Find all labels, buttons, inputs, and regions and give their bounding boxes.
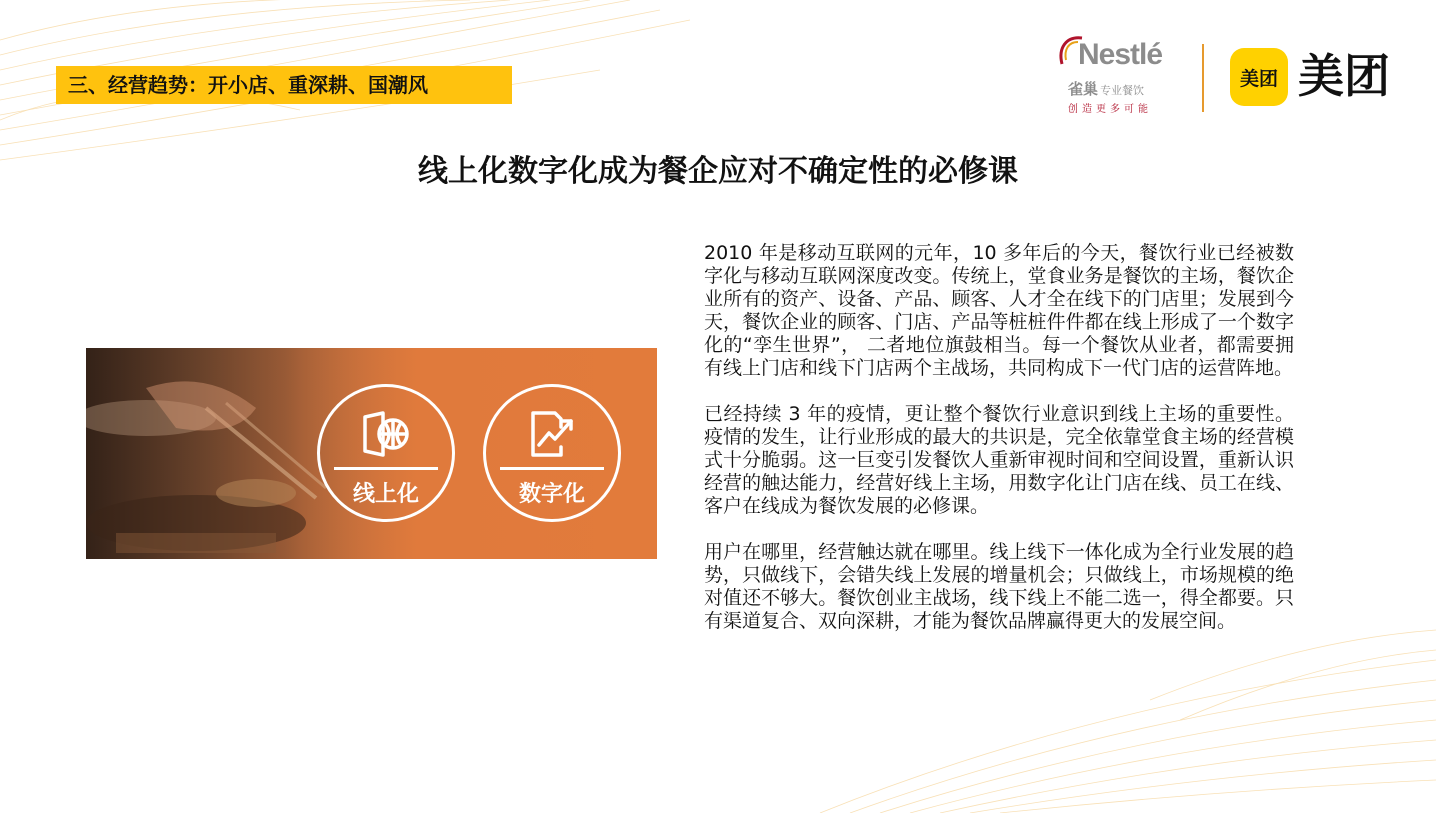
paragraph-1: 2010 年是移动互联网的元年，10 多年后的今天，餐饮行业已经被数字化与移动互联网深度改变。传统上，堂食业务是餐饮的主场，餐饮企业所有的资产、设备、产品、顾客、人才全在线下的门店里；发展到今天，餐饮企业的顾客、门店、产品等桩桩件件都在线上形成了一个数字化的“孪生世界”， 二者地位旗鼓相当。每一个餐饮从业者，都需要拥有线上门店和线下门店两个主战场，共同构成下一代门店的运营阵地。 [704, 242, 1294, 379]
paragraph-3: 用户在哪里，经营触达就在哪里。线上线下一体化成为全行业发展的趋势，只做线下，会错失线上发展的增量机会；只做线上，市场规模的绝对值还不够大。餐饮创业主战场，线下线上不能二选一，得全都要。只有渠道复合、双向深耕，才能为餐饮品牌赢得更大的发展空间。 [704, 541, 1294, 632]
digital-badge-label: 数字化 [518, 482, 585, 507]
online-badge [317, 384, 455, 522]
nestle-cn-sub: 专业餐饮 [1100, 84, 1145, 97]
logo-divider [1202, 44, 1204, 112]
banner-image [86, 348, 657, 559]
nestle-logo [1054, 34, 1176, 114]
globe-book-icon [359, 407, 413, 461]
meituan-badge-logo: 美团 [1230, 48, 1288, 106]
digital-badge-divider [500, 467, 604, 470]
paragraph-2: 已经持续 3 年的疫情，更让整个餐饮行业意识到线上主场的重要性。疫情的发生，让行业形成的最大的共识是，完全依靠堂食主场的经营模式十分脆弱。这一巨变引发餐饮人重新审视时间和空间设置，重新认识经营的触达能力，经营好线上主场，用数字化让门店在线、员工在线、客户在线成为餐饮发展的必修课。 [704, 403, 1294, 517]
chart-trend-icon [525, 407, 581, 461]
nestle-wordmark: Nestlé [1078, 38, 1163, 71]
online-badge-divider [334, 467, 438, 470]
article-body [704, 242, 1294, 656]
nestle-cn-name [1068, 78, 1144, 99]
nestle-slogan: 创造更多可能 [1068, 104, 1152, 115]
meituan-wordmark: 美团 [1298, 49, 1390, 103]
page-title: 线上化数字化成为餐企应对不确定性的必修课 [418, 154, 1018, 189]
online-badge-label: 线上化 [352, 482, 419, 507]
partner-logos [1054, 34, 1390, 115]
section-tag: 三、经营趋势：开小店、重深耕、国潮风 [56, 66, 512, 104]
nestle-cn-brand: 雀巢 [1068, 80, 1099, 98]
digital-badge [483, 384, 621, 522]
